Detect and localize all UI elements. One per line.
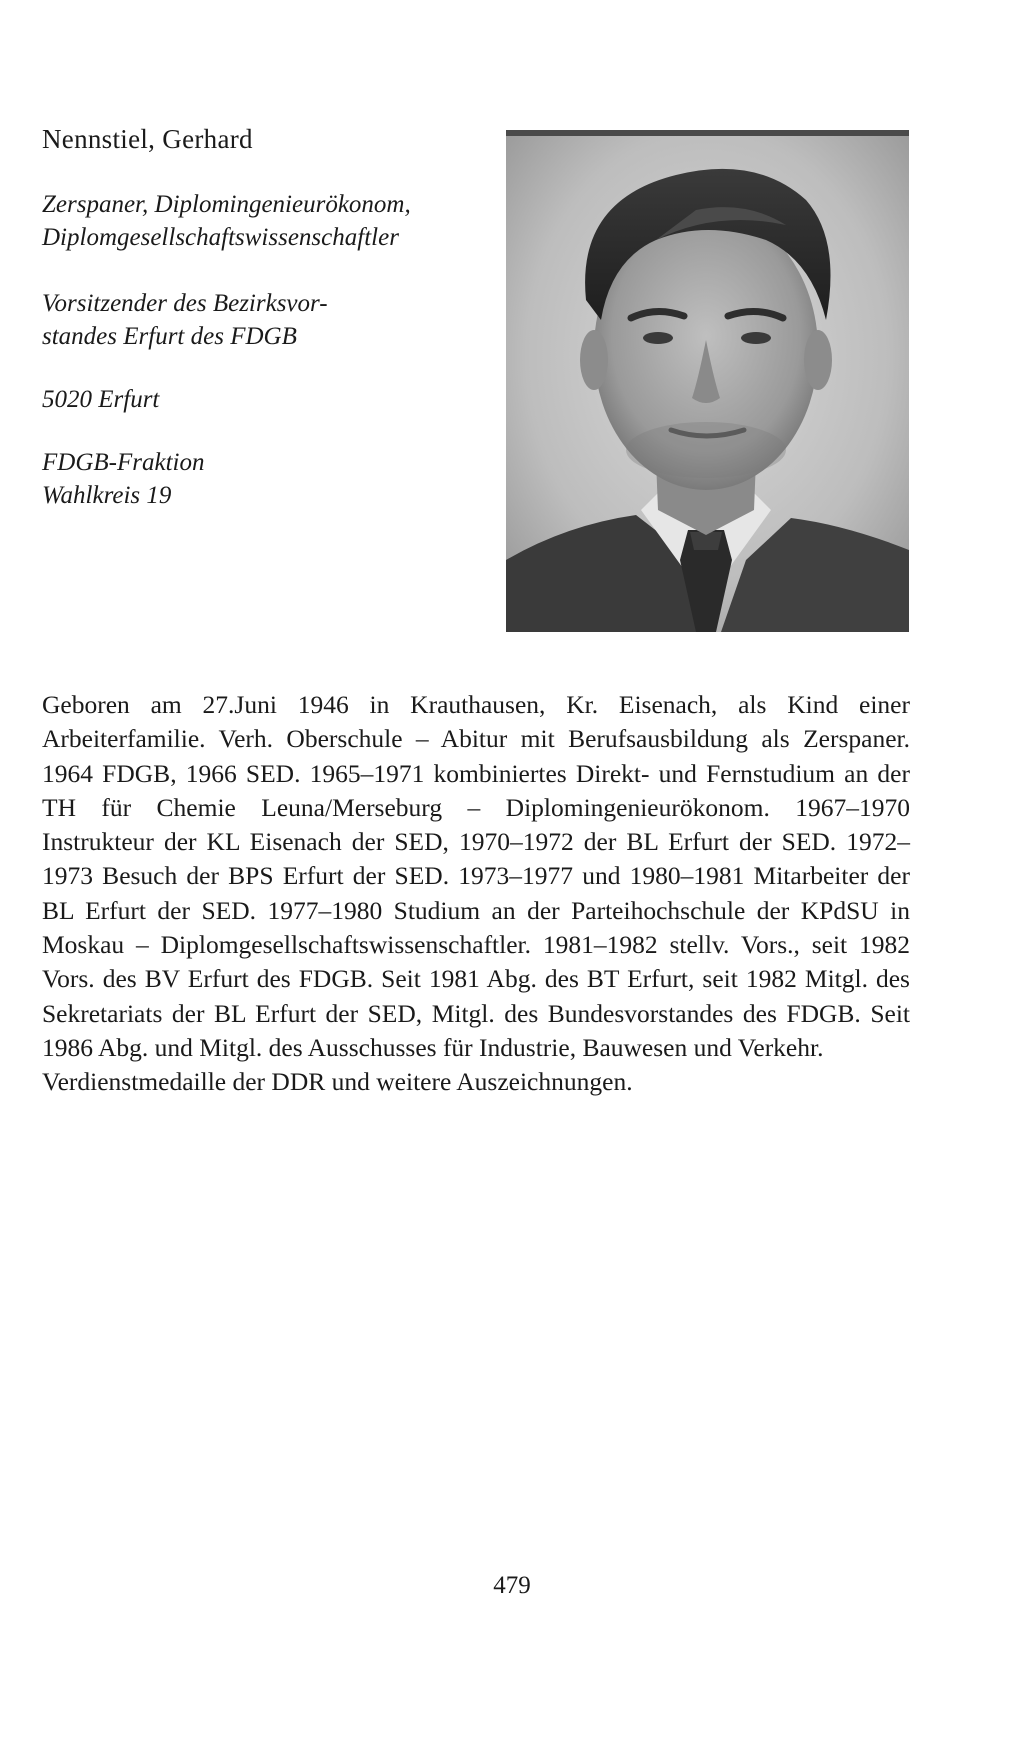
biography [42, 688, 910, 1100]
faction-line: FDGB-Fraktion [42, 449, 205, 476]
occupation-line: Zerspaner, Diplomingenieurökonom, [42, 191, 411, 218]
portrait-image [506, 130, 909, 632]
city-line: 5020 Erfurt [42, 386, 160, 413]
portrait-photo [506, 130, 909, 632]
awards-text: Verdienstmedaille der DDR und weitere Auszeichnungen. [42, 1067, 633, 1097]
biography-text: Geboren am 27.Juni 1946 in Krauthausen, Kr. Eisenach, als Kind einer Arbeiterfamilie. Verh. Oberschule – Abitur mit Berufsausbildung als Zerspaner. 1964 FDGB, 1966 SED. 1965–1971 kombiniertes Direkt- und Fernstudium an der TH für Chemie Leuna/Merseburg – Diplomingenieurökonom. 1967–1970 Instrukteur der KL Eisenach der SED, 1970–1972 der BL Erfurt der SED. 1972–1973 Besuch der BPS Erfurt der SED. 1973–1977 und 1980–1981 Mitarbeiter der BL Erfurt der SED. 1977–1980 Studium an der Parteihochschule der KPdSU in Moskau – Diplomgesellschaftswissenschaftler. 1981–1982 stellv. Vors., seit 1982 Vors. des BV Erfurt des FDGB. Seit 1981 Abg. des BT Erfurt, seit 1982 Mitgl. des Sekretariats der BL Erfurt der SED, Mitgl. des Bundesvorstandes des FDGB. Seit 1986 Abg. und Mitgl. des Ausschusses für Industrie, Bauwesen und Verkehr. [42, 690, 910, 1062]
occupation-line: Diplomgesellschaftswissenschaftler [42, 224, 399, 251]
occupation [42, 188, 411, 254]
city [42, 383, 159, 416]
page-number: 479 [493, 1572, 531, 1599]
position-line: Vorsitzender des Bezirksvor- [42, 290, 328, 317]
position-line: standes Erfurt des FDGB [42, 323, 297, 350]
faction [42, 446, 204, 512]
entry-name: Nennstiel, Gerhard [42, 124, 253, 154]
position [42, 287, 328, 353]
constituency-line: Wahlkreis 19 [42, 482, 172, 509]
